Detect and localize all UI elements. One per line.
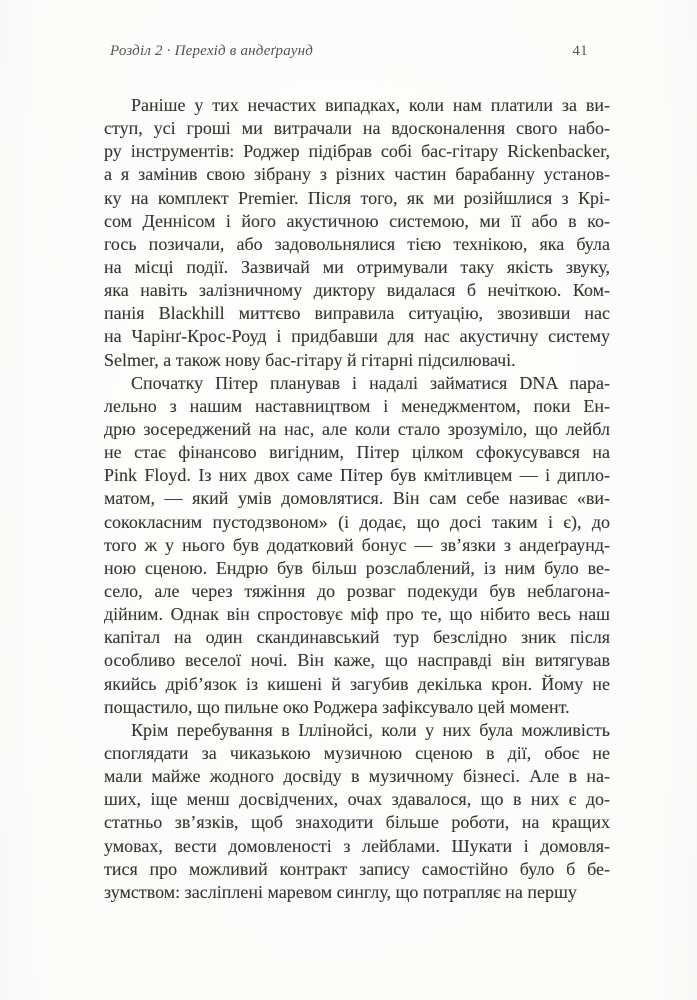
running-header xyxy=(110,43,588,60)
text-line: панія Blackhill миттєво виправила ситуацію, звозивши нас xyxy=(104,303,610,324)
text-line: статньо зв’язків, щоб знаходити більше роботи, на кращих xyxy=(104,812,610,833)
text-line: пощастило, що пильне око Роджера зафіксувало цей момент. xyxy=(104,696,570,717)
text-line: Спочатку Пітер планував і надалі займатися DNA пара- xyxy=(131,372,610,393)
text-line: не стає фінансово вигідним, Пітер цілком сфокусувався на xyxy=(104,442,610,463)
text-line: дійним. Однак він спростовує міф про те, що нібито весь наш xyxy=(104,604,610,625)
text-line: тися про можливий контракт запису самостійно було б бе- xyxy=(104,858,610,879)
text-line: а я замінив свою зібрану з різних частин барабанну установ- xyxy=(104,164,610,185)
page-number: 41 xyxy=(572,43,588,59)
text-line: ку на комплект Premier. Після того, як ми розійшлися з Крі- xyxy=(104,187,610,208)
text-line: капітал на один скандинавський тур безслідно зник після xyxy=(104,627,610,648)
text-line: на Чарінґ-Крос-Роуд і придбавши для нас акустичну систему xyxy=(104,326,610,347)
chapter-title: Розділ 2 · Перехід в андеґраунд xyxy=(110,43,314,59)
text-line: яка навіть залізничному диктору видалася б нечіткою. Ком- xyxy=(104,280,610,301)
text-line: особливо веселої ночі. Він каже, що насправді він витягував xyxy=(104,650,610,671)
text-line: споглядати за чиказькою музичною сценою в дії, обоє не xyxy=(104,742,610,763)
text-line: Pink Floyd. Із них двох саме Пітер був кмітливцем — і дипло- xyxy=(104,465,610,486)
page-body xyxy=(104,94,610,904)
text-line: гось позичали, або задовольнялися тією технікою, яка була xyxy=(104,233,610,254)
text-line: сококласним пустодзвоном» (і додає, що досі таким і є), до xyxy=(104,511,610,532)
text-line: ру інструментів: Роджер підібрав собі бас-гітару Rickenbacker, xyxy=(104,141,610,162)
text-line: якийсь дріб’язок із кишені й загубив декілька крон. Йому не xyxy=(104,673,610,694)
text-line: село, але через тяжіння до розваг подекуди був неблагона- xyxy=(104,580,610,601)
text-line: мали майже жодного досвіду в музичному бізнесі. Але в на- xyxy=(104,766,610,787)
text-line: дрю зосереджений на нас, але коли стало зрозуміло, що лейбл xyxy=(104,418,610,439)
text-line: умовах, вести домовленості з лейблами. Шукати і домовля- xyxy=(104,835,610,856)
text-line: Крім перебування в Іллінойсі, коли у них була можливість xyxy=(131,719,610,740)
text-line: того ж у нього був додатковий бонус — зв’язки з андеґраунд- xyxy=(104,534,610,555)
text-line: на місці події. Зазвичай ми отримували таку якість звуку, xyxy=(104,256,610,277)
text-line: лельно з нашим наставництвом і менеджментом, поки Ен- xyxy=(104,395,610,416)
text-line: ною сценою. Ендрю був більш розслаблений, із ним було ве- xyxy=(104,557,610,578)
text-line: ступ, усі гроші ми витрачали на вдосконалення свого набо- xyxy=(104,118,610,139)
text-line: сом Деннісом і його акустичною системою, ми її або в ко- xyxy=(104,210,610,231)
text-line: Selmer, а також нову бас-гітару й гітарні підсилювачі. xyxy=(104,349,516,370)
text-line: зумством: засліплені маревом синглу, що потрапляє на першу xyxy=(104,881,577,902)
text-line: матом, — який умів домовлятися. Він сам себе називає «ви- xyxy=(104,488,610,509)
text-line: ших, іще менш досвідчених, очах здавалося, що в них є до- xyxy=(104,789,610,810)
text-line: Раніше у тих нечастих випадках, коли нам платили за ви- xyxy=(131,95,610,115)
